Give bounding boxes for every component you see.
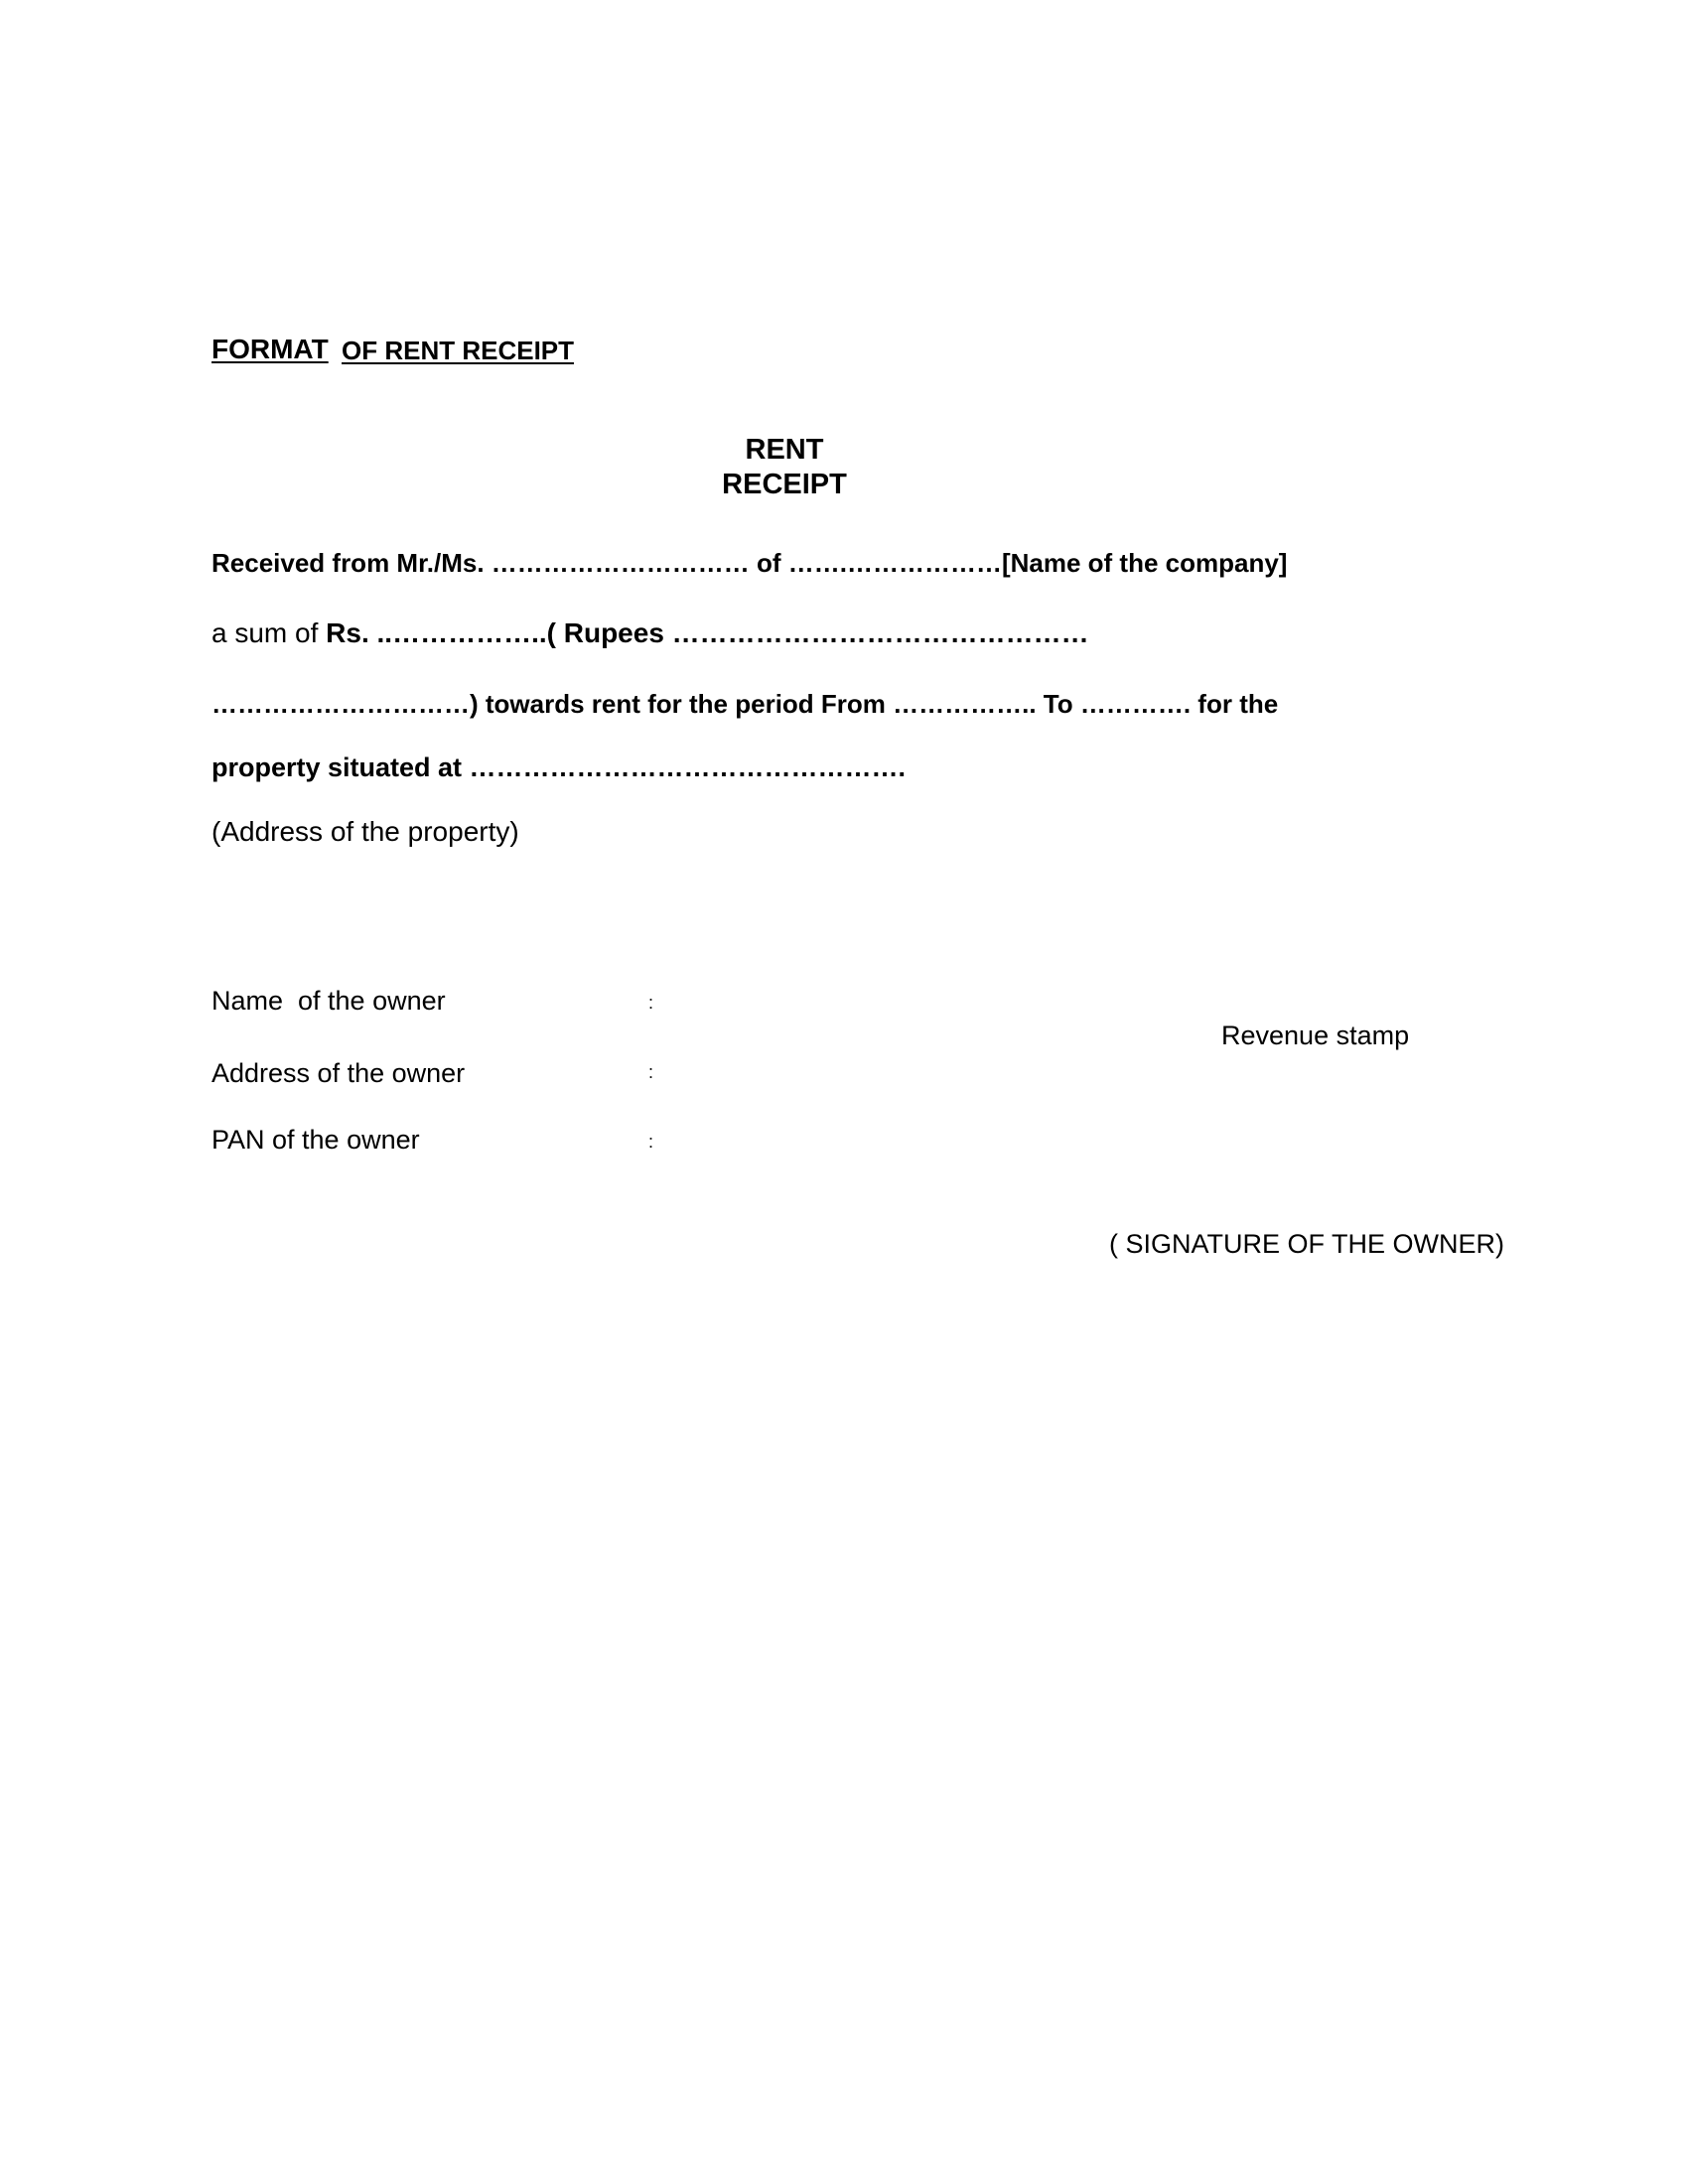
owner-address-label: Address of the owner <box>211 1058 466 1088</box>
owner-address-colon: : <box>648 1062 654 1082</box>
owner-name-colon: : <box>648 993 654 1013</box>
owner-signature-label: ( SIGNATURE OF THE OWNER) <box>1109 1229 1504 1259</box>
receipt-title-line1: RENT <box>745 434 824 466</box>
revenue-stamp-label: Revenue stamp <box>1221 1021 1410 1050</box>
owner-pan-colon: : <box>648 1132 654 1152</box>
rent-period-line: …………………………) towards rent for the period From …………….. To …………. for the <box>211 689 1279 719</box>
heading-format: FORMAT <box>211 334 329 364</box>
receipt-title <box>675 433 894 502</box>
sum-line-prefix: a sum of <box>211 617 327 648</box>
sum-line <box>211 617 1089 649</box>
property-line: property situated at …………………………………………. <box>211 752 907 782</box>
heading-of-rent-receipt: OF RENT RECEIPT <box>342 336 575 365</box>
receipt-title-line2: RECEIPT <box>722 469 847 500</box>
address-of-property-line: (Address of the property) <box>211 816 519 847</box>
owner-name-label: Name of the owner <box>211 986 446 1016</box>
owner-pan-label: PAN of the owner <box>211 1125 420 1155</box>
sum-line-amount: Rs. ..……………..( Rupees ……………………………………… <box>326 617 1089 648</box>
received-from-line: Received from Mr./Ms. ………………………… of …….………………[Name of the company] <box>211 548 1288 578</box>
